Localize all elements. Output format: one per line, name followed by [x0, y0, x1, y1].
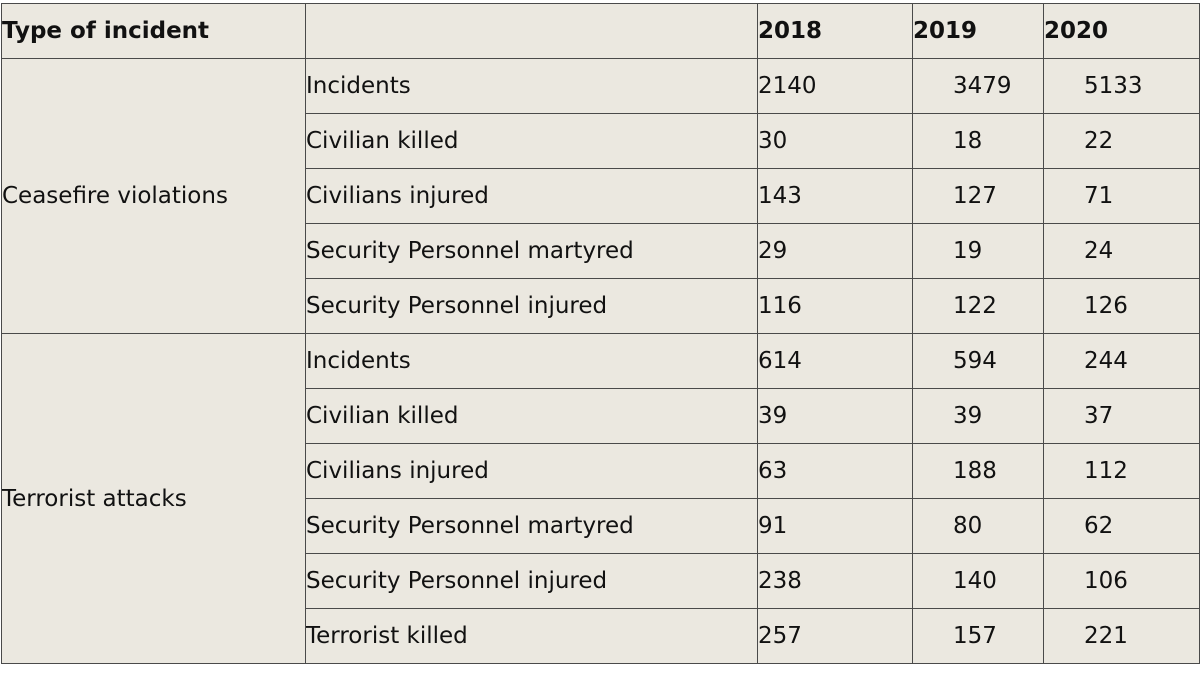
value-cell-2020: 244 [1044, 334, 1200, 389]
value-cell-2019: 188 [913, 444, 1044, 499]
value-cell-2020: 126 [1044, 279, 1200, 334]
metric-cell: Security Personnel injured [306, 279, 758, 334]
year-header-2018: 2018 [758, 4, 913, 59]
value-cell-2020: 71 [1044, 169, 1200, 224]
metric-cell: Civilian killed [306, 389, 758, 444]
value-cell-2019: 80 [913, 499, 1044, 554]
value-cell-2018: 116 [758, 279, 913, 334]
type-of-incident-header: Type of incident [2, 4, 306, 59]
metric-cell: Civilian killed [306, 114, 758, 169]
value-cell-2019: 140 [913, 554, 1044, 609]
value-cell-2018: 63 [758, 444, 913, 499]
value-cell-2020: 106 [1044, 554, 1200, 609]
metric-cell: Civilians injured [306, 169, 758, 224]
value-cell-2018: 614 [758, 334, 913, 389]
value-cell-2018: 91 [758, 499, 913, 554]
metric-cell: Incidents [306, 59, 758, 114]
year-header-2019: 2019 [913, 4, 1044, 59]
table-row [2, 334, 1200, 389]
value-cell-2019: 157 [913, 609, 1044, 664]
value-cell-2019: 127 [913, 169, 1044, 224]
metric-header [306, 4, 758, 59]
metric-cell: Civilians injured [306, 444, 758, 499]
value-cell-2018: 39 [758, 389, 913, 444]
metric-cell: Security Personnel martyred [306, 499, 758, 554]
value-cell-2020: 221 [1044, 609, 1200, 664]
group-ceasefire-violations: Ceasefire violations [2, 59, 306, 334]
value-cell-2019: 19 [913, 224, 1044, 279]
value-cell-2018: 2140 [758, 59, 913, 114]
metric-cell: Security Personnel martyred [306, 224, 758, 279]
value-cell-2018: 30 [758, 114, 913, 169]
table-row [2, 59, 1200, 114]
value-cell-2018: 143 [758, 169, 913, 224]
metric-cell: Incidents [306, 334, 758, 389]
metric-cell: Terrorist killed [306, 609, 758, 664]
value-cell-2019: 594 [913, 334, 1044, 389]
value-cell-2020: 5133 [1044, 59, 1200, 114]
table-header [2, 4, 1200, 59]
metric-cell: Security Personnel injured [306, 554, 758, 609]
value-cell-2019: 3479 [913, 59, 1044, 114]
value-cell-2018: 257 [758, 609, 913, 664]
value-cell-2019: 18 [913, 114, 1044, 169]
value-cell-2020: 62 [1044, 499, 1200, 554]
value-cell-2020: 37 [1044, 389, 1200, 444]
value-cell-2020: 112 [1044, 444, 1200, 499]
value-cell-2018: 238 [758, 554, 913, 609]
value-cell-2020: 22 [1044, 114, 1200, 169]
value-cell-2018: 29 [758, 224, 913, 279]
header-row [2, 4, 1200, 59]
value-cell-2019: 122 [913, 279, 1044, 334]
incident-table [1, 3, 1200, 664]
year-header-2020: 2020 [1044, 4, 1200, 59]
table-body [2, 59, 1200, 664]
value-cell-2020: 24 [1044, 224, 1200, 279]
group-terrorist-attacks: Terrorist attacks [2, 334, 306, 664]
value-cell-2019: 39 [913, 389, 1044, 444]
